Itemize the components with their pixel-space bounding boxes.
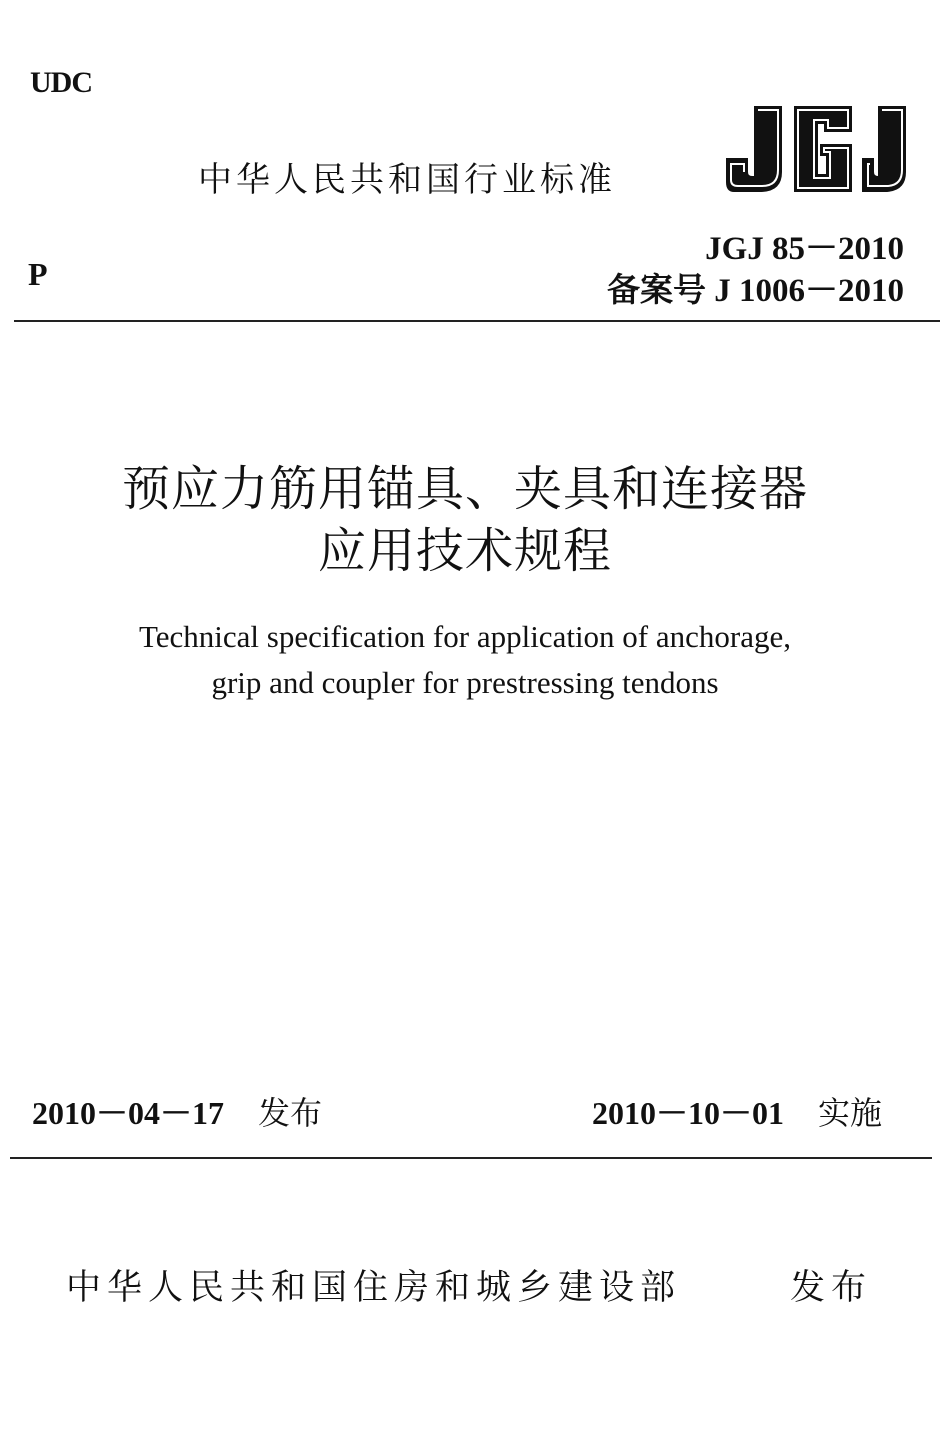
udc-label: UDC [30, 66, 92, 99]
issuing-authority: 中华人民共和国住房和城乡建设部 [66, 1268, 682, 1308]
category-letter: P [28, 256, 48, 292]
issue-date: 2010－04－17 [32, 1095, 225, 1131]
chinese-title-line-1: 预应力筋用锚具、夹具和连接器 [121, 461, 808, 517]
top-divider [14, 320, 940, 322]
standard-type-heading: 中华人民共和国行业标准 [198, 160, 616, 200]
english-title-line-2: grip and coupler for prestressing tendons [211, 665, 719, 700]
issue-date-label: 发布 [258, 1094, 323, 1132]
issue-date-block [32, 1088, 322, 1134]
logo-letter-g [794, 106, 852, 192]
record-number: 备案号 J 1006－2010 [607, 273, 904, 309]
logo-letter-j-first [726, 106, 782, 192]
implementation-date: 2010－10－01 [592, 1095, 785, 1131]
implementation-date-block [592, 1088, 882, 1134]
implementation-date-label: 实施 [818, 1094, 883, 1132]
bottom-divider [10, 1157, 932, 1159]
english-title [0, 614, 930, 706]
standard-code: JGJ 85－2010 [705, 231, 904, 267]
jgj-logo [722, 102, 910, 197]
issuer-label: 发布 [790, 1268, 873, 1308]
chinese-title-line-2: 应用技术规程 [317, 523, 612, 579]
english-title-line-1: Technical specification for application of anchorage, [139, 619, 791, 654]
logo-letter-j-second [862, 106, 906, 192]
chinese-title [0, 458, 930, 582]
